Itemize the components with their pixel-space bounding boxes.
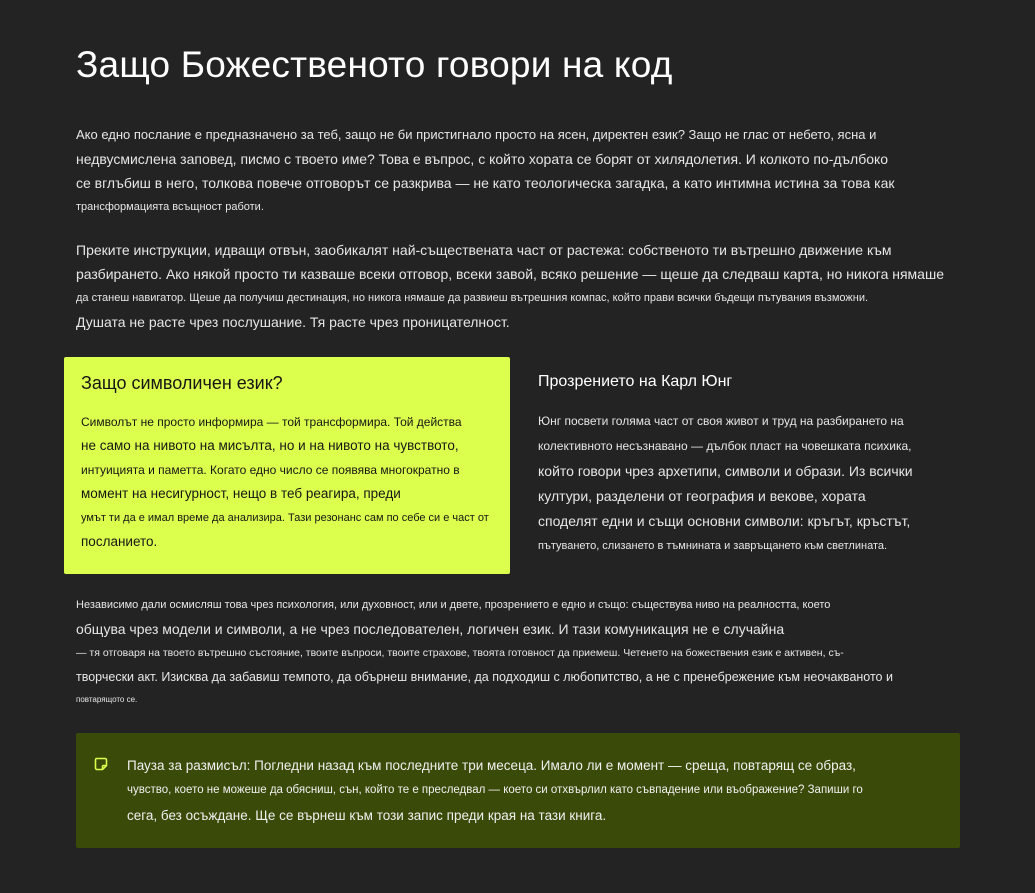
reflection-line: чувство, което не можеше да обясниш, сън, който те е преследвал — което си отхвърлил като съвпадение или въображение? Запиши го (127, 784, 863, 796)
paragraph-line: недвусмислена заповед, писмо с твоето име? Това е въпрос, с който хората се борят от хилядолетия. И колкото по-дълбоко (76, 151, 889, 167)
reflection-line: Пауза за размисъл: Погледни назад към последните три месеца. Имало ли е момент — среща, повтарящ се образ, (127, 758, 856, 773)
reflection-body (127, 753, 863, 828)
jung-line: колективното несъзнавано — дълбок пласт на човешката психика, (538, 439, 912, 453)
paragraph-line: да станеш навигатор. Щеше да получиш дестинация, но никога нямаше да развиеш вътрешния компас, който прави всички бъдещи пътувания възможни. (76, 292, 869, 304)
paragraph-line: Ако едно послание е предназначено за теб, защо не би пристигнало просто на ясен, директен език? Защо не глас от небето, ясна и (76, 127, 877, 142)
paragraph-line: Преките инструкции, идващи отвън, заобикалят най-съществената част от растежа: собственото ти вътрешно движение към (76, 242, 892, 258)
paragraph-line: — тя отговаря на твоето вътрешно състояние, твоите въпроси, твоите страхове, твоята готовност да приемеш. Четенето на божествения език е активен, съ- (76, 647, 844, 659)
jung-insight-section (538, 370, 958, 559)
reflection-line: сега, без осъждане. Ще се върнеш към този запис преди края на тази книга. (127, 808, 607, 823)
jung-line: пътуването, слизането в тъмнината и завръщането към светлината. (538, 540, 888, 552)
jung-line: който говори чрез архетипи, символи и образи. Из всички (538, 463, 913, 479)
jung-line: Юнг посвети голяма част от своя живот и труд на разбирането на (538, 414, 904, 428)
jung-heading: Прозрението на Карл Юнг (538, 373, 733, 390)
callout-line: не само на нивото на мисълта, но и на нивото на чувството, (81, 438, 459, 453)
callout-line: посланието. (81, 534, 158, 549)
paragraph-line: трансформацията всъщност работи. (76, 201, 264, 213)
note-icon (94, 757, 108, 771)
callout-line: интуицията и паметта. Когато едно число се появява многократно в (81, 463, 460, 477)
jung-line: споделят едни и същи основни символи: кръгът, кръстът, (538, 513, 911, 529)
conclusion-paragraph (76, 593, 893, 711)
callout-line: умът ти да е имал време да анализира. Тази резонанс сам по себе си е част от (81, 512, 489, 524)
callout-line: момент на несигурност, нещо в теб реагира, преди (81, 486, 401, 501)
symbolic-language-callout (64, 357, 510, 574)
callout-line: Символът не просто информира — той трансформира. Той действа (81, 415, 462, 429)
page-title: Защо Божественото говори на код (76, 44, 673, 85)
paragraph-line: повтарящото се. (76, 695, 138, 704)
reflection-box (76, 733, 960, 848)
callout-heading: Защо символичен език? (81, 373, 283, 393)
paragraph-line: творчески акт. Изисква да забавиш темпото, да обърнеш внимание, да подходиш с любопитство, а не с пренебрежение към неочакваното и (76, 670, 893, 684)
jung-line: култури, разделени от география и векове, хората (538, 488, 866, 504)
jung-body (538, 409, 958, 559)
paragraph-line: се вглъбиш в него, толкова повече отговорът се разкрива — не като теологическа загадка, а като интимна истина за това как (76, 175, 895, 191)
paragraph-line: общува чрез модели и символи, а не чрез последователен, логичен език. И тази комуникация не е случайна (76, 621, 785, 637)
direct-instructions-paragraph (76, 238, 944, 334)
paragraph-line: Независимо дали осмисляш това чрез психология, или духовност, или и двете, прозрението е едно и също: съществува ниво на реалността, което (76, 599, 831, 611)
intro-paragraph (76, 123, 895, 219)
callout-body (81, 410, 489, 554)
paragraph-line: разбирането. Ако някой просто ти казваше всеки отговор, всеки завой, всяко решение — щеше да следваш карта, но никога нямаше (76, 266, 944, 282)
paragraph-line: Душата не расте чрез послушание. Тя расте чрез проницателност. (76, 314, 510, 330)
